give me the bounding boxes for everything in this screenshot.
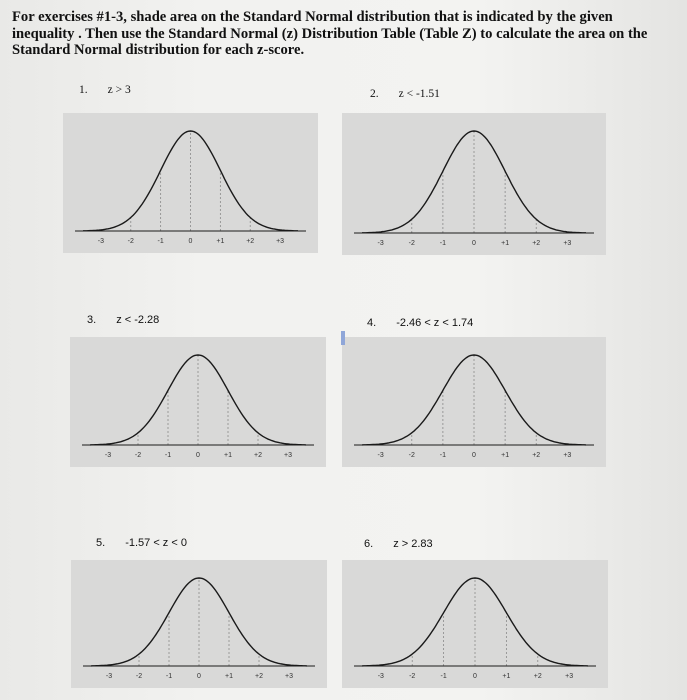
- z-tick-label: +1: [216, 238, 225, 245]
- normal-curve-graph-1: [63, 113, 318, 253]
- z-tick-label: -1: [164, 452, 172, 459]
- exercise-inequality: z > 2.83: [393, 538, 433, 550]
- z-tick-label: +3: [563, 452, 572, 459]
- z-tick-label: +2: [255, 673, 263, 680]
- exercise-number: 2.: [370, 88, 379, 100]
- z-tick-label: 0: [197, 673, 201, 680]
- z-tick-label: -3: [377, 452, 384, 459]
- z-tick-label: -2: [134, 452, 142, 459]
- instructions-text: For exercises #1-3, shade area on the Standard Normal distribution that is indicated by the given inequality . Then use the Standard Normal (z) Distribution Table (Table Z) to calculate the area on the Standard Normal distribution for each z-score.: [12, 9, 648, 58]
- z-tick-label: +2: [533, 673, 542, 680]
- text-cursor-highlight: [341, 331, 345, 345]
- normal-curve-graph-5: [71, 560, 327, 688]
- normal-curve-graph-4: [342, 337, 606, 467]
- exercise-inequality: z > 3: [107, 84, 131, 96]
- z-tick-label: 0: [472, 240, 476, 247]
- exercise-inequality: -1.57 < z < 0: [125, 537, 187, 549]
- exercise-4-label: [367, 317, 473, 329]
- z-tick-label: +2: [532, 240, 541, 247]
- z-tick-label: -2: [409, 673, 416, 680]
- z-tick-label: +3: [285, 673, 293, 680]
- z-tick-label: -2: [408, 452, 415, 459]
- z-tick-label: 0: [196, 452, 200, 459]
- z-tick-label: -1: [439, 452, 447, 459]
- normal-curve-svg: [70, 337, 326, 467]
- normal-curve-svg: [342, 113, 606, 255]
- exercise-5-label: [96, 537, 187, 549]
- exercise-number: 4.: [367, 317, 377, 329]
- exercise-number: 3.: [87, 314, 97, 326]
- normal-curve-svg: [342, 337, 606, 467]
- exercise-number: 5.: [96, 537, 106, 549]
- z-tick-label: -3: [97, 238, 105, 245]
- z-tick-label: 0: [472, 452, 476, 459]
- exercise-3-label: [87, 314, 159, 326]
- z-tick-label: -1: [165, 673, 173, 680]
- z-tick-label: +1: [225, 673, 233, 680]
- z-tick-label: -2: [135, 673, 143, 680]
- z-tick-label: 0: [473, 673, 477, 680]
- exercise-number: 1.: [79, 84, 88, 96]
- z-tick-label: -3: [377, 240, 384, 247]
- z-tick-label: +3: [563, 240, 572, 247]
- z-tick-label: -1: [440, 673, 447, 680]
- z-tick-label: +2: [254, 452, 262, 459]
- z-tick-label: +2: [246, 238, 255, 245]
- exercise-inequality: z < -1.51: [398, 88, 440, 100]
- z-tick-label: -1: [439, 240, 447, 247]
- exercise-number: 6.: [364, 538, 374, 550]
- z-tick-label: +3: [276, 238, 285, 245]
- z-tick-label: -3: [105, 673, 113, 680]
- normal-curve-svg: [342, 560, 608, 688]
- z-tick-label: +3: [565, 673, 574, 680]
- z-tick-label: +2: [532, 452, 541, 459]
- exercise-6-label: [364, 538, 433, 550]
- exercise-inequality: z < -2.28: [116, 314, 160, 326]
- normal-curve-svg: [63, 113, 318, 253]
- exercise-2-label: [370, 88, 440, 100]
- normal-curve-graph-3: [70, 337, 326, 467]
- z-tick-label: -3: [377, 673, 384, 680]
- z-tick-label: -1: [157, 238, 164, 245]
- exercise-1-label: [79, 84, 131, 96]
- z-tick-label: 0: [188, 238, 193, 245]
- z-tick-label: +1: [224, 452, 232, 459]
- z-tick-label: -2: [408, 240, 415, 247]
- z-tick-label: +1: [501, 240, 510, 247]
- z-tick-label: -2: [127, 238, 134, 245]
- exercise-inequality: -2.46 < z < 1.74: [396, 317, 474, 329]
- z-tick-label: +1: [502, 673, 511, 680]
- normal-curve-graph-6: [342, 560, 608, 688]
- normal-curve-svg: [71, 560, 327, 688]
- z-tick-label: -3: [104, 452, 112, 459]
- normal-curve-graph-2: [342, 113, 606, 255]
- z-tick-label: +3: [284, 452, 292, 459]
- z-tick-label: +1: [501, 452, 510, 459]
